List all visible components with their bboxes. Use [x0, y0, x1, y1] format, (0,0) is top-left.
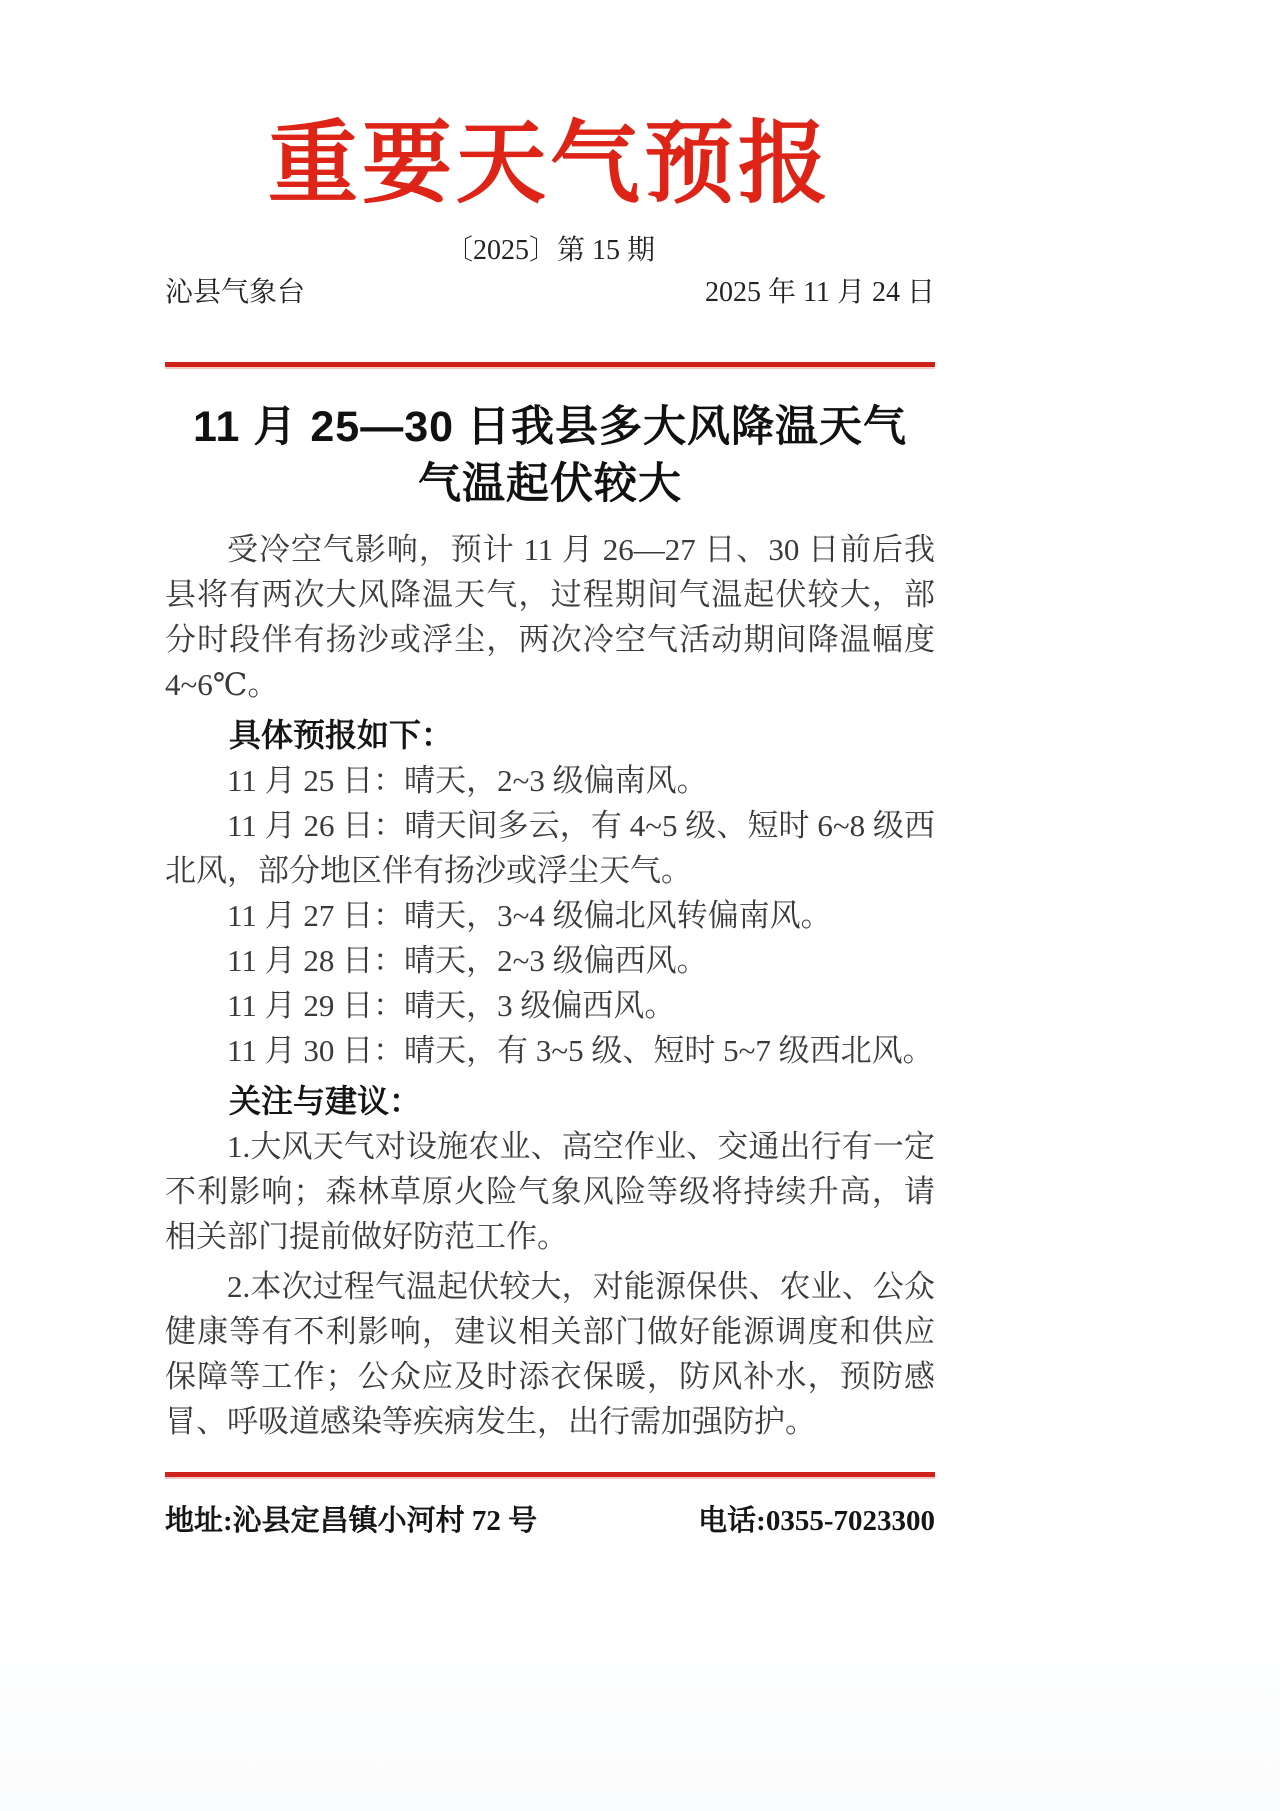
forecast-item: 11 月 27 日：晴天，3~4 级偏北风转偏南风。	[227, 898, 832, 934]
forecast-item: 11 月 26 日：晴天间多云，有 4~5 级、短时 6~8 级西北风，部分地区伴有扬沙或浮尘天气。	[165, 808, 935, 889]
forecast-item: 11 月 30 日：晴天，有 3~5 级、短时 5~7 级西北风。	[227, 1033, 934, 1069]
advice-item: 1.大风天气对设施农业、高空作业、交通出行有一定不利影响；森林草原火险气象风险等级将持续升高，请相关部门提前做好防范工作。	[165, 1129, 935, 1255]
footer	[165, 1503, 935, 1539]
forecast-heading: 具体预报如下：	[229, 717, 454, 754]
advice-item: 2.本次过程气温起伏较大，对能源保供、农业、公众健康等有不利影响，建议相关部门做好能源调度和供应保障等工作；公众应及时添衣保暖，防风补水，预防感冒、呼吸道感染等疾病发生，出行需加强防护。	[165, 1269, 935, 1440]
headline-line-2: 气温起伏较大	[418, 460, 682, 509]
issue-number: 〔2025〕第 15 期	[444, 235, 655, 267]
intro-paragraph: 受冷空气影响，预计 11 月 26—27 日、30 日前后我县将有两次大风降温天气，过程期间气温起伏较大，部分时段伴有扬沙或浮尘，两次冷空气活动期间降温幅度 4~6℃。	[165, 532, 935, 703]
forecast-item: 11 月 29 日：晴天，3 级偏西风。	[227, 988, 676, 1024]
masthead-title: 重要天气预报	[268, 115, 832, 214]
footer-address: 地址:沁县定昌镇小河村 72 号	[165, 1505, 538, 1538]
footer-divider	[165, 1472, 935, 1479]
headline-line-1: 11 月 25—30 日我县多大风降温天气	[193, 403, 907, 452]
header-divider	[165, 362, 935, 369]
issue-date: 2025 年 11 月 24 日	[705, 277, 935, 309]
issuer-name: 沁县气象台	[165, 277, 306, 309]
forecast-item: 11 月 25 日：晴天，2~3 级偏南风。	[227, 763, 708, 799]
headline	[165, 399, 935, 513]
forecast-item: 11 月 28 日：晴天，2~3 级偏西风。	[227, 943, 708, 979]
footer-phone: 电话:0355-7023300	[698, 1505, 935, 1538]
advice-heading: 关注与建议：	[229, 1083, 422, 1120]
issuer-date-row	[165, 276, 935, 310]
